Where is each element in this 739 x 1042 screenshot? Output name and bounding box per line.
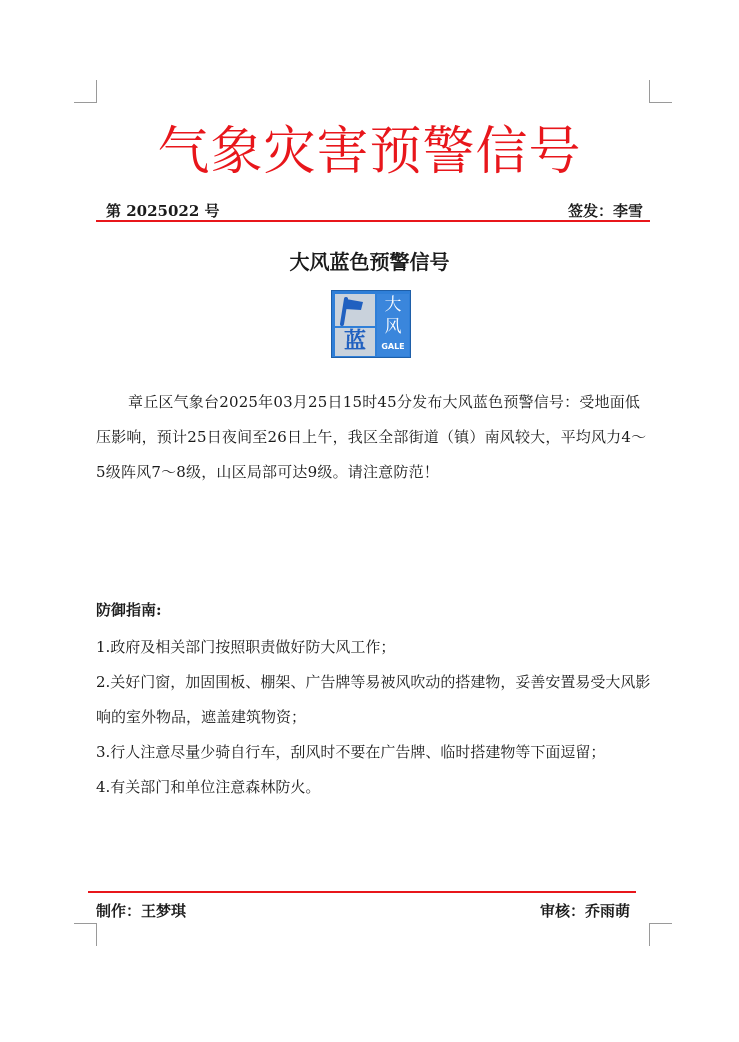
header-rule <box>96 220 650 222</box>
guidance-item: 4.有关部门和单位注意森林防火。 <box>96 778 321 796</box>
issue-row <box>96 200 649 220</box>
flag-icon <box>335 294 375 326</box>
reviewer: 审核：乔雨萌 <box>539 902 630 920</box>
guidance-item: 3.行人注意尽量少骑自行车，刮风时不要在广告牌、临时搭建物等下面逗留； <box>96 743 606 761</box>
issue-number: 第 2025022 号 <box>106 202 220 220</box>
footer-rule <box>88 891 636 893</box>
maker: 制作：王梦琪 <box>96 902 187 920</box>
icon-type-char-1: 大 <box>384 295 402 315</box>
gale-blue-warning-icon <box>331 290 411 358</box>
guidance-item: 1.政府及相关部门按照职责做好防大风工作； <box>96 638 396 656</box>
signer: 签发：李雪 <box>567 202 643 220</box>
guidance-title: 防御指南: <box>96 601 162 619</box>
icon-level-char: 蓝 <box>335 328 375 356</box>
icon-type-char-2: 风 <box>384 317 402 337</box>
warning-body: 章丘区气象台2025年03月25日15时45分发布大风蓝色预警信号：受地面低压影响，预计25日夜间至26日上午，我区全部街道（镇）南风较大，平均风力4～5级阵风7～8级，山区局部可达9级。请注意防范！ <box>96 393 647 481</box>
icon-english-label: GALE <box>381 342 405 351</box>
crop-mark-top-left <box>74 80 97 103</box>
icon-type-panel <box>377 294 409 356</box>
crop-mark-bottom-right <box>649 923 672 946</box>
crop-mark-bottom-left <box>74 923 97 946</box>
crop-mark-top-right <box>649 80 672 103</box>
warning-title: 大风蓝色预警信号 <box>289 250 450 274</box>
guidance-item: 2.关好门窗，加固围板、棚架、广告牌等易被风吹动的搭建物，妥善安置易受大风影响的室外物品，遮盖建筑物资； <box>96 673 651 726</box>
footer-row <box>96 900 636 922</box>
masthead-title: 气象灾害预警信号 <box>157 122 582 182</box>
guidance-list <box>96 630 652 805</box>
